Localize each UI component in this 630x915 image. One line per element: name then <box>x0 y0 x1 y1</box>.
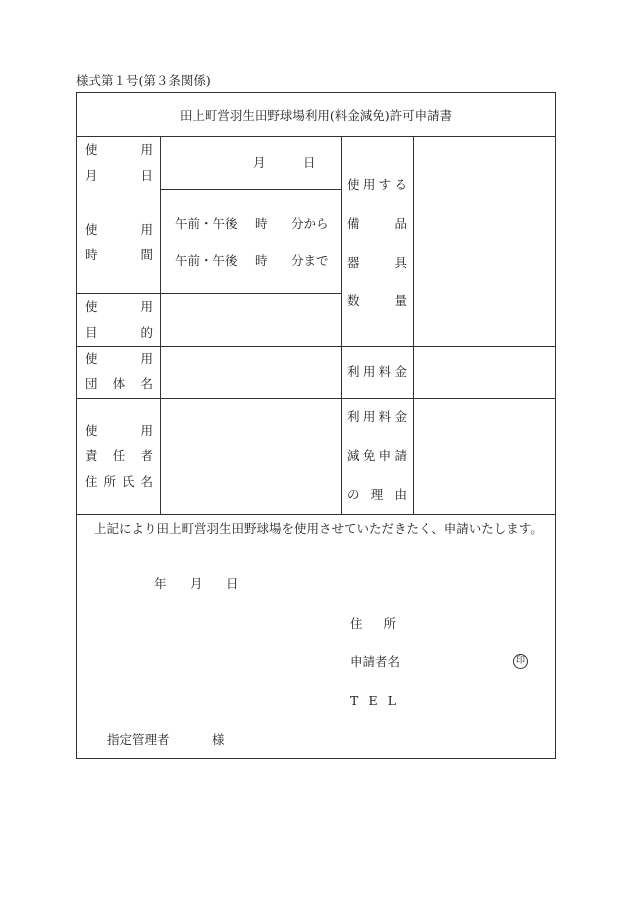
table-rule <box>413 137 414 514</box>
label-responsible-line1: 使 用 <box>85 423 153 438</box>
time-to-ampm: 午前・午後 <box>175 253 238 268</box>
time-to-hour: 時 <box>255 253 268 268</box>
form-title: 田上町営羽生田野球場利用(料金減免)許可申請書 <box>77 93 555 137</box>
label-reason-line1: 利 用 料 金 <box>347 409 407 424</box>
label-equipment-line1: 使 用 す る <box>347 177 407 192</box>
label-use-time-line1: 使 用 <box>85 222 153 237</box>
label-fee: 利 用 料 金 <box>347 364 407 379</box>
label-group-line2: 団 体 名 <box>85 376 153 391</box>
seal-mark: 印 <box>513 654 528 669</box>
label-purpose-line1: 使 用 <box>85 299 153 314</box>
label-equipment-line4: 数 量 <box>347 293 407 308</box>
label-reason-line3: の 理 由 <box>347 487 407 502</box>
addressee-honorific: 様 <box>212 732 225 747</box>
table-rule <box>160 137 161 514</box>
sign-date-year: 年 <box>154 576 167 591</box>
form-number: 様式第１号(第３条関係) <box>76 73 211 88</box>
addressee-label: 指定管理者 <box>107 732 170 747</box>
sign-date-month: 月 <box>190 576 203 591</box>
label-use-date-line1: 使 用 <box>85 142 153 157</box>
sign-date-day: 日 <box>226 576 239 591</box>
application-form <box>76 92 556 759</box>
label-responsible-line2: 責 任 者 <box>85 448 153 463</box>
label-equipment-line2: 備 品 <box>347 216 407 231</box>
table-rule <box>341 137 342 514</box>
time-from-ampm: 午前・午後 <box>175 216 238 231</box>
applicant-name-label: 申請者名 <box>350 654 401 669</box>
table-rule <box>77 346 555 347</box>
label-purpose-line2: 目 的 <box>85 325 153 340</box>
label-use-time-line2: 時 間 <box>85 247 153 262</box>
application-statement: 上記により田上町営羽生田野球場を使用させていただきたく、申請いたします。 <box>94 521 543 536</box>
label-responsible-line3: 住 所 氏 名 <box>85 474 153 489</box>
time-to-minute: 分まで <box>291 253 329 268</box>
date-month-unit: 月 <box>253 155 266 170</box>
table-rule <box>160 189 341 190</box>
date-day-unit: 日 <box>303 155 316 170</box>
table-rule <box>77 514 555 515</box>
time-from-minute: 分から <box>291 216 329 231</box>
label-reason-line2: 減 免 申 請 <box>347 448 407 463</box>
label-group-line1: 使 用 <box>85 351 153 366</box>
table-rule <box>77 398 555 399</box>
applicant-tel-label: T E L <box>350 693 396 708</box>
label-equipment-line3: 器 具 <box>347 255 407 270</box>
applicant-address-label: 住 所 <box>350 616 396 631</box>
table-rule <box>77 293 341 294</box>
time-from-hour: 時 <box>255 216 268 231</box>
label-use-date-line2: 月 日 <box>85 168 153 183</box>
